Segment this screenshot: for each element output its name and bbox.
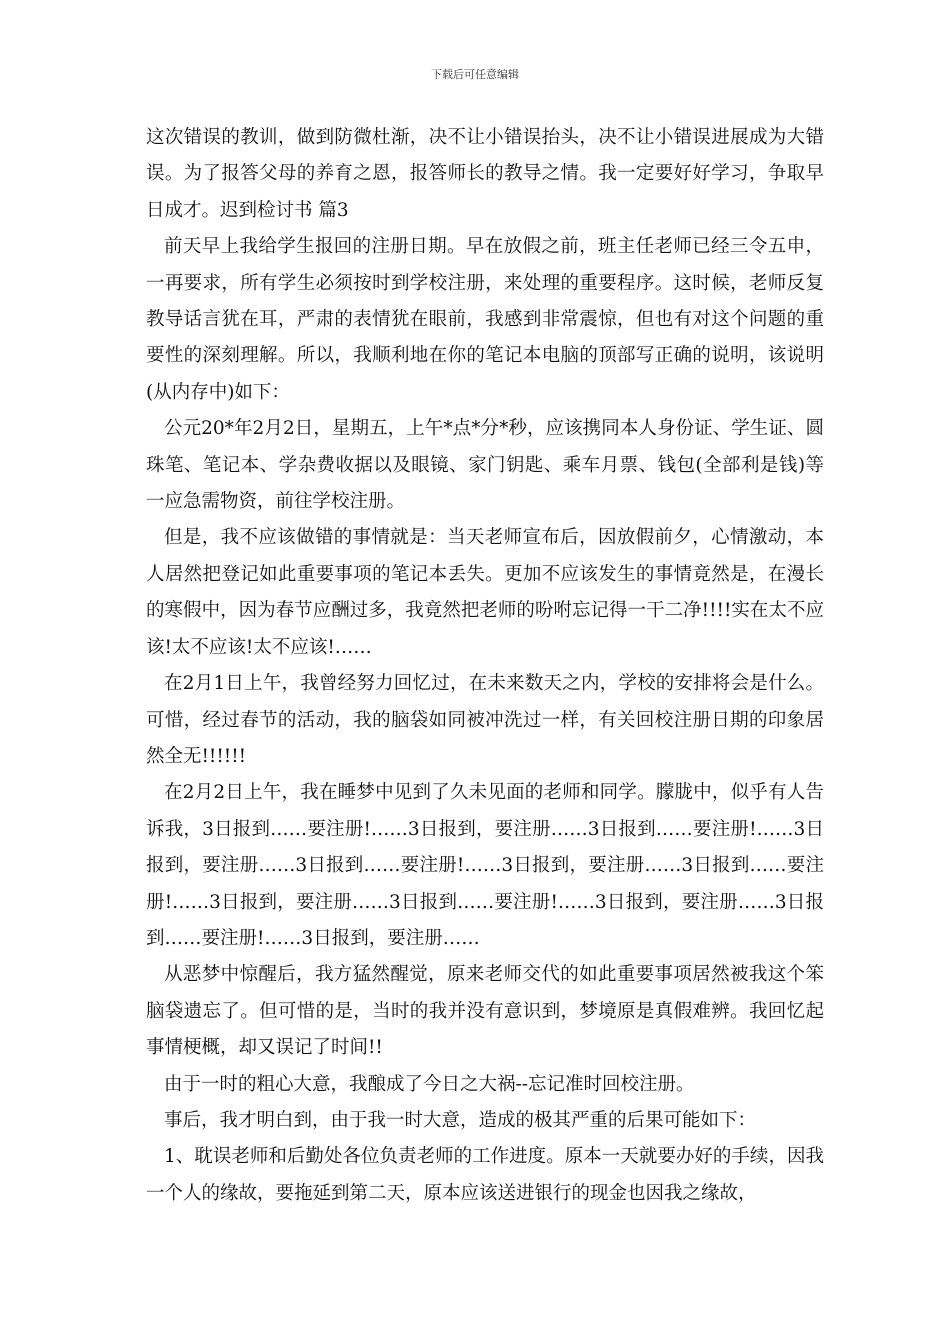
paragraph-9: 事后，我才明白到，由于我一时大意，造成的极其严重的后果可能如下： bbox=[164, 1109, 757, 1131]
paragraph-10: 1、耽误老师和后勤处各位负责老师的工作进度。原本一天就要办好的手续，因我一个人的缘故，要拖延到第二天，原本应该送进银行的现金也因我之缘故， bbox=[146, 1146, 824, 1204]
paragraph-4: 但是，我不应该做错的事情就是：当天老师宣布后，因放假前夕，心情激动，本人居然把登记如此重要事项的笔记本丢失。更加不应该发生的事情竟然是，在漫长的寒假中，因为春节应酬过多，我竟然把老师的吩咐忘记得一干二净!!!!实在太不应该!太不应该!太不应该!…… bbox=[146, 527, 824, 658]
document-body bbox=[146, 120, 824, 1212]
page-header: 下载后可任意编辑 bbox=[431, 68, 519, 81]
paragraph-7: 从恶梦中惊醒后，我方猛然醒觉，原来老师交代的如此重要事项居然被我这个笨脑袋遗忘了。但可惜的是，当时的我并没有意识到，梦境原是真假难辨。我回忆起事情梗概，却又误记了时间!! bbox=[146, 964, 824, 1059]
paragraph-3: 公元20*年2月2日，星期五，上午*点*分*秒，应该携同本人身份证、学生证、圆珠笔、笔记本、学杂费收据以及眼镜、家门钥匙、乘车月票、钱包(全部利是钱)等一应急需物资，前往学校注册。 bbox=[146, 418, 824, 513]
paragraph-8: 由于一时的粗心大意，我酿成了今日之大祸--忘记准时回校注册。 bbox=[164, 1073, 695, 1095]
paragraph-6: 在2月2日上午，我在睡梦中见到了久未见面的老师和同学。朦胧中，似乎有人告诉我，3日报到……要注册!……3日报到，要注册……3日报到……要注册!……3日报到，要注册……3日报到……要注册!……3日报到，要注册……3日报到……要注册!……3日报到，要注册……3日报到……要注册!……3日报到，要注册……3日报到……要注册!……3日报到，要注册…… bbox=[146, 782, 824, 949]
paragraph-1: 这次错误的教训，做到防微杜渐，决不让小错误抬头，决不让小错误进展成为大错误。为了报答父母的养育之恩，报答师长的教导之情。我一定要好好学习，争取早日成才。迟到检讨书 篇3 bbox=[146, 127, 824, 221]
paragraph-5: 在2月1日上午，我曾经努力回忆过，在未来数天之内，学校的安排将会是什么。可惜，经过春节的活动，我的脑袋如同被冲洗过一样，有关回校注册日期的印象居然全无!!!!!! bbox=[146, 673, 824, 767]
paragraph-2: 前天早上我给学生报回的注册日期。早在放假之前，班主任老师已经三令五申，一再要求，所有学生必须按时到学校注册，来处理的重要程序。这时候，老师反复教导话言犹在耳，严肃的表情犹在眼前，我感到非常震惊，但也有对这个问题的重要性的深刻理解。所以，我顺利地在你的笔记本电脑的顶部写正确的说明，该说明(从内存中)如下： bbox=[146, 236, 824, 403]
